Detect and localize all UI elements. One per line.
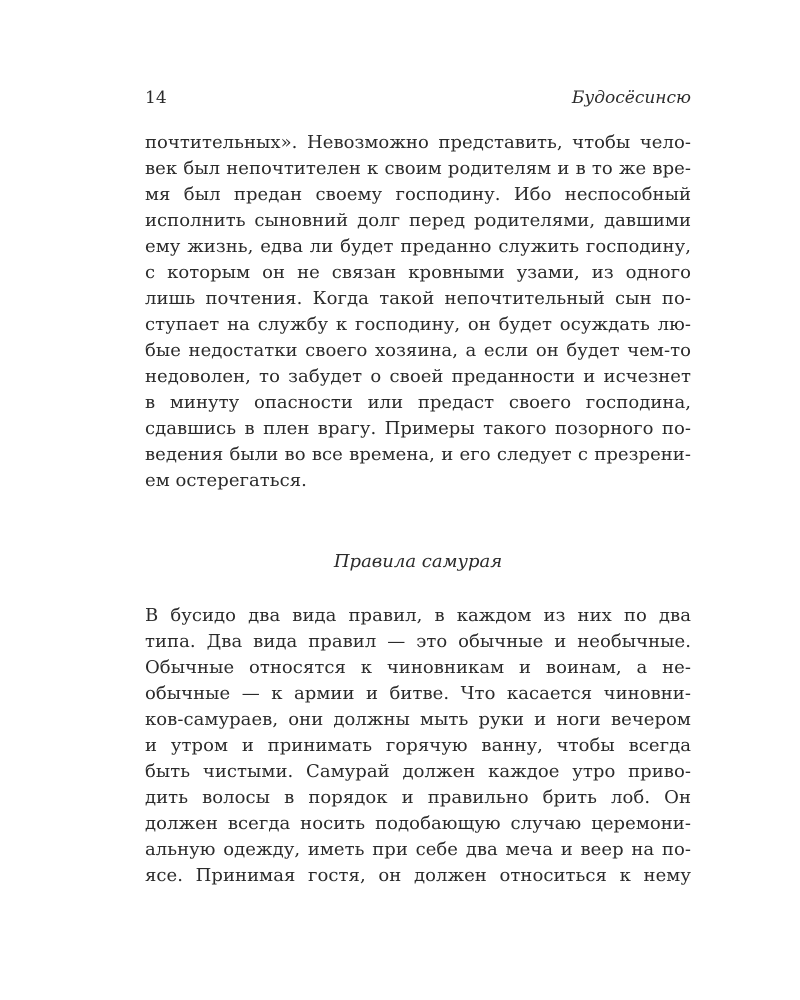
section-title: Правила самурая <box>333 551 503 572</box>
text-line: ведения были во все времена, и его следует с презрени- <box>145 444 691 465</box>
text-line: с которым он не связан кровными узами, из одного <box>145 262 691 283</box>
page-number: 14 <box>145 88 167 108</box>
text-line: мя был предан своему господину. Ибо неспособный <box>145 184 691 205</box>
book-title: Будосёсинсю <box>571 88 691 108</box>
text-line: ему жизнь, едва ли будет преданно служить господину, <box>145 236 691 257</box>
text-line: Обычные относятся к чиновникам и воинам, а не- <box>145 657 691 678</box>
text-line: почтительных». Невозможно представить, чтобы чело- <box>145 132 691 153</box>
book-page <box>145 0 691 1000</box>
text-line: лишь почтения. Когда такой непочтительный сын по- <box>145 288 691 309</box>
text-line: ем остерегаться. <box>145 470 307 491</box>
text-line: ступает на службу к господину, он будет осуждать лю- <box>145 314 691 335</box>
text-line: В бусидо два вида правил, в каждом из них по два <box>145 605 691 626</box>
text-line: должен всегда носить подобающую случаю церемони- <box>145 813 691 834</box>
paragraph-1 <box>145 130 691 494</box>
text-line: типа. Два вида правил — это обычные и необычные. <box>145 631 691 652</box>
text-line: ясе. Принимая гостя, он должен относиться к нему <box>145 865 691 886</box>
text-line: век был непочтителен к своим родителям и в то же вре- <box>145 158 691 179</box>
text-line: альную одежду, иметь при себе два меча и веер на по- <box>145 839 691 860</box>
running-header <box>145 86 691 110</box>
text-line: сдавшись в плен врагу. Примеры такого позорного по- <box>145 418 691 439</box>
paragraph-2 <box>145 603 691 889</box>
text-line: дить волосы в порядок и правильно брить лоб. Он <box>145 787 691 808</box>
text-line: бые недостатки своего хозяина, а если он будет чем-то <box>145 340 691 361</box>
text-line: быть чистыми. Самурай должен каждое утро приво- <box>145 761 691 782</box>
text-line: обычные — к армии и битве. Что касается чиновни- <box>145 683 691 704</box>
text-line: исполнить сыновний долг перед родителями, давшими <box>145 210 691 231</box>
text-line: ков-самураев, они должны мыть руки и ноги вечером <box>145 709 691 730</box>
text-line: недоволен, то забудет о своей преданности и исчезнет <box>145 366 691 387</box>
text-line: и утром и принимать горячую ванну, чтобы всегда <box>145 735 691 756</box>
text-line: в минуту опасности или предаст своего господина, <box>145 392 691 413</box>
